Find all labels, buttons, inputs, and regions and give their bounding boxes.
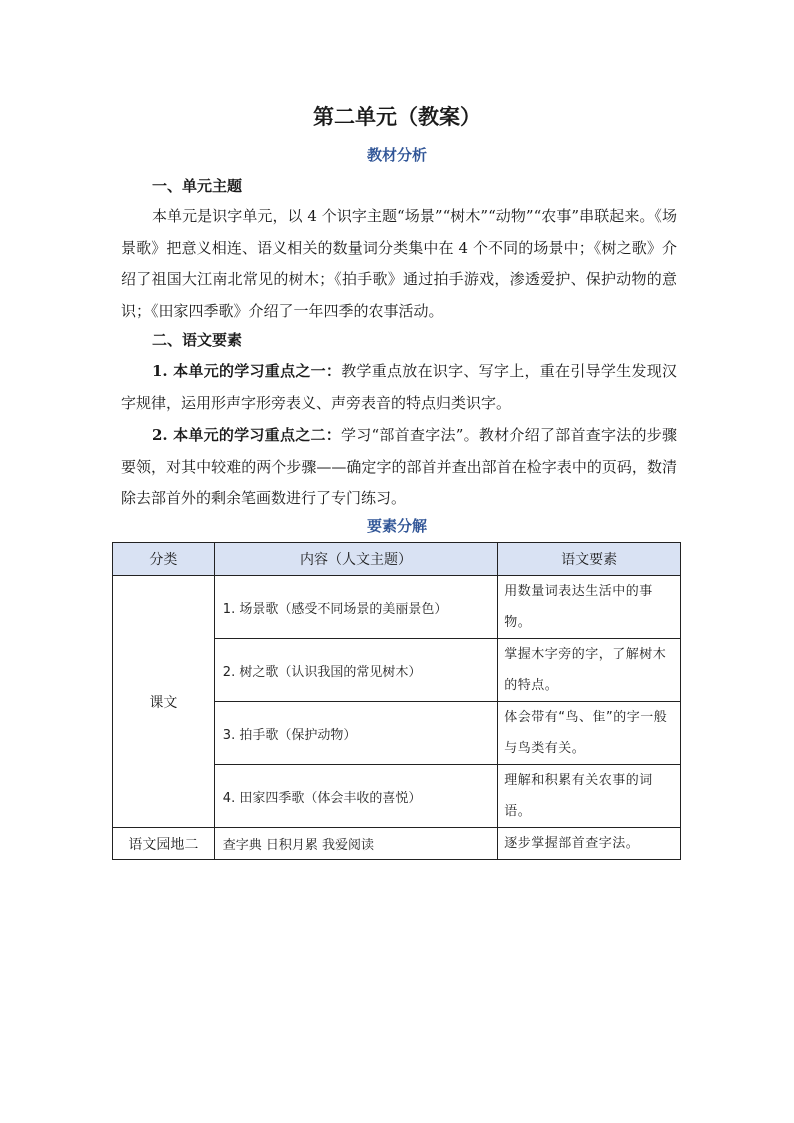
point-2-label: 2. 本单元的学习重点之二： [152, 426, 341, 444]
paragraph-point-2 [121, 420, 677, 515]
elements-table [112, 542, 681, 860]
table-header-row [113, 543, 681, 576]
heading-language-elements: 二、语文要素 [152, 331, 243, 349]
paragraph-point-1 [121, 356, 677, 419]
category-cell-garden: 语文园地二 [113, 828, 215, 860]
point-1-text: 教学重点放在识字、写字上，重在引导学生发现汉字规律，运用形声字形旁表义、声旁表音的特点归类识字。 [121, 362, 677, 412]
element-cell: 理解和积累有关农事的词语。 [498, 765, 681, 828]
point-2-text: 学习“部首查字法”。教材介绍了部首查字法的步骤要领，对其中较难的两个步骤——确定字的部首并查出部首在检字表中的页码，数清除去部首外的剩余笔画数进行了专门练习。 [121, 426, 677, 507]
point-1-label: 1. 本单元的学习重点之一： [152, 362, 342, 380]
table-row [113, 576, 681, 639]
page-title: 第二单元（教案） [313, 104, 481, 129]
content-cell: 2. 树之歌（认识我国的常见树木） [214, 639, 497, 702]
element-cell: 体会带有“鸟、隹”的字一般与鸟类有关。 [498, 702, 681, 765]
element-cell: 逐步掌握部首查字法。 [498, 828, 681, 860]
content-cell: 4. 田家四季歌（体会丰收的喜悦） [214, 765, 497, 828]
content-cell: 1. 场景歌（感受不同场景的美丽景色） [214, 576, 497, 639]
paragraph-unit-theme: 本单元是识字单元，以 4 个识字主题“场景”“树木”“动物”“农事”串联起来。《场景歌》把意义相连、语义相关的数量词分类集中在 4 个不同的场景中；《树之歌》介绍了祖国大江南北常见的树木；《拍手歌》通过拍手游戏，渗透爱护、保护动物的意识；《田家四季歌》介绍了一年四季的农事活动。 [121, 207, 677, 320]
header-element: 语文要素 [498, 543, 681, 576]
category-cell-text: 课文 [113, 576, 215, 828]
table-row-garden [113, 828, 681, 860]
header-content: 内容（人文主题） [214, 543, 497, 576]
heading-unit-theme: 一、单元主题 [152, 177, 243, 195]
section-breakdown-heading: 要素分解 [366, 517, 427, 535]
content-cell: 查字典 日积月累 我爱阅读 [214, 828, 497, 860]
element-cell: 掌握木字旁的字，了解树木的特点。 [498, 639, 681, 702]
element-cell: 用数量词表达生活中的事物。 [498, 576, 681, 639]
header-category: 分类 [113, 543, 215, 576]
content-cell: 3. 拍手歌（保护动物） [214, 702, 497, 765]
section-analysis-heading: 教材分析 [366, 146, 427, 164]
